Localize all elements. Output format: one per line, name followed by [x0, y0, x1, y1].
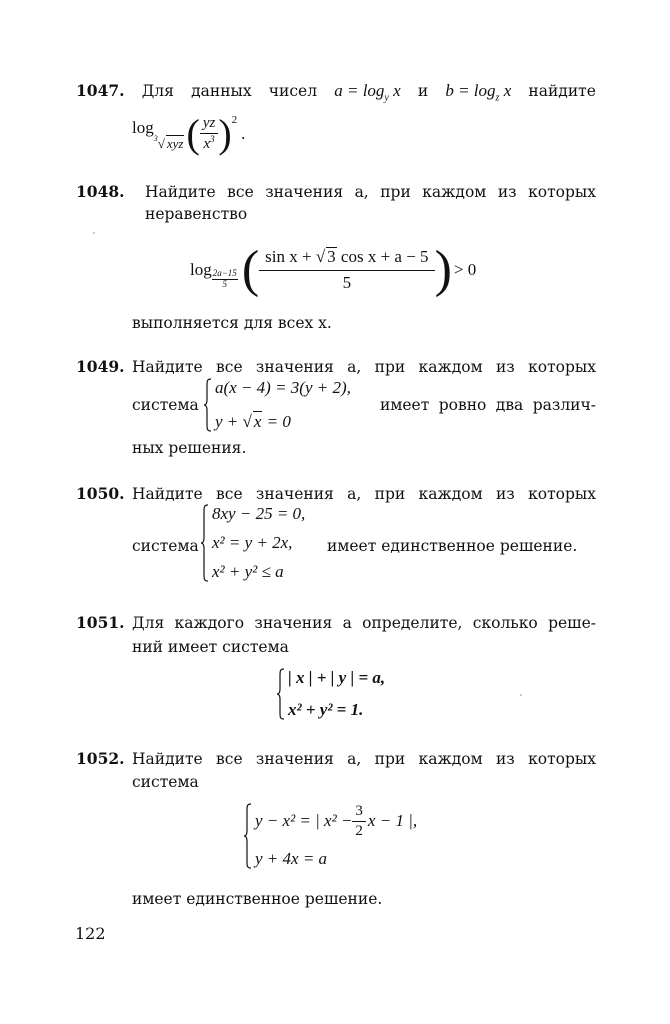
- problem-1052-line3: имеет единственное решение.: [132, 890, 383, 908]
- problem-number: 1052.: [76, 749, 125, 768]
- problem-1052-line2: система: [132, 773, 199, 791]
- problem-1050-line1: 1050. Найдите все значения a, при каждом из которых: [76, 484, 596, 503]
- problem-1048-line2: неравенство: [145, 205, 248, 223]
- left-brace-icon: [276, 668, 285, 720]
- problem-1050-post: имеет единственное решение.: [327, 537, 578, 555]
- page-number: 122: [75, 924, 106, 943]
- problem-1049-system: a(x − 4) = 3(y + 2), y + √ x = 0: [203, 378, 351, 432]
- problem-number: 1047.: [76, 81, 125, 100]
- problem-number: 1051.: [76, 613, 125, 632]
- scan-speck: [93, 232, 95, 234]
- problem-number: 1050.: [76, 484, 125, 503]
- problem-1049-line1: 1049. Найдите все значения a, при каждом из которых: [76, 357, 596, 376]
- problem-1048-line1: 1048. Найдите все значения a, при каждом из которых: [76, 182, 596, 201]
- left-brace-icon: [243, 803, 252, 869]
- problem-1048-expression: log $\frac{2a-15}{5}$ ( $\frac{\text{sin x + √ 3 cos x + a − 5}}{5}$ ) > 0: [190, 241, 477, 298]
- problem-1049-pre: система: [132, 396, 199, 414]
- problem-number: 1049.: [76, 357, 125, 376]
- problem-1052-line1: 1052. Найдите все значения a, при каждом из которых: [76, 749, 596, 768]
- problem-1049-post: имеет ровно два различ-: [380, 396, 596, 414]
- left-brace-icon: [200, 504, 209, 582]
- problem-1048-line3: выполняется для всех x.: [132, 314, 332, 332]
- problem-number: 1048.: [76, 182, 125, 201]
- formula-a: $a = \log_y x$: [334, 81, 401, 104]
- problem-1049-line3: ных решения.: [132, 439, 247, 457]
- scan-speck: [520, 694, 522, 696]
- problem-1050-pre: система: [132, 537, 199, 555]
- left-brace-icon: [203, 378, 212, 432]
- problem-1051-line1: 1051. Для каждого значения a определите, сколько реше-: [76, 613, 596, 632]
- problem-1052-system: y − x² = | x² − $\frac{3}{2}$ x − 1 |, y + 4x = a: [243, 803, 417, 869]
- problem-1047-expression: log $^3$√ xyz ( $\frac{yz}{x^3}$ ) $^2$ .: [132, 111, 246, 156]
- problem-1051-system: | x | + | y | = a, x² + y² = 1.: [276, 668, 385, 720]
- formula-b: $b = \log_z x$: [445, 81, 512, 104]
- problem-1050-system: 8xy − 25 = 0, x² = y + 2x, x² + y² ≤ a: [200, 504, 305, 582]
- problem-1047-line1: 1047. Для данных чисел $a = \log_y x$ и $b = \log_z x$ найдите: [76, 81, 596, 108]
- problem-1051-line2: ний имеет система: [132, 638, 289, 656]
